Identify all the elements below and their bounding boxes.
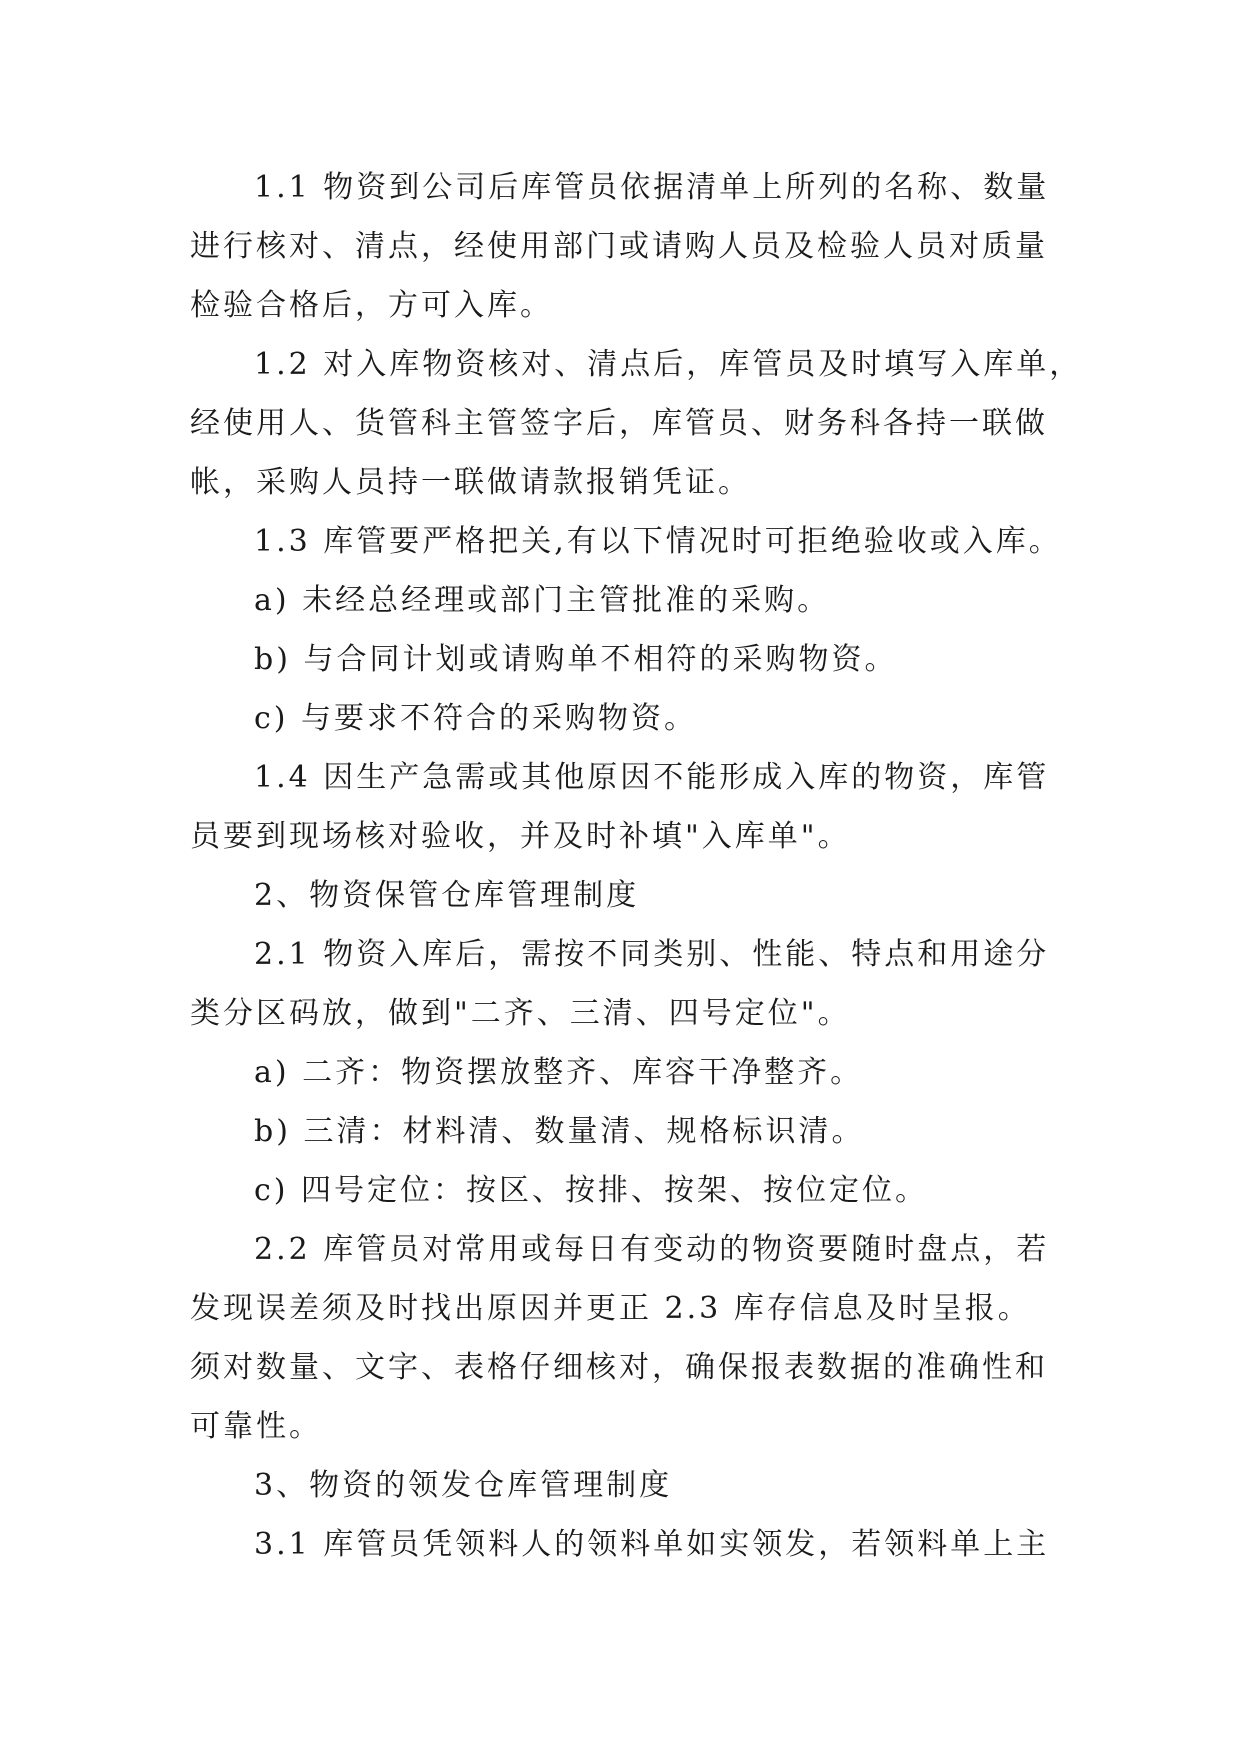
- list-item: a) 未经总经理或部门主管批准的采购。: [254, 583, 831, 618]
- text-line: 进行核对、清点，经使用部门或请购人员及检验人员对质量: [190, 229, 1048, 264]
- text-line: 3.1 库管员凭领料人的领料单如实领发，若领料单上主: [254, 1527, 1050, 1562]
- list-item: c) 与要求不符合的采购物资。: [254, 701, 698, 736]
- text-line: 员要到现场核对验收，并及时补填"入库单"。: [190, 819, 851, 854]
- text-line: 1.4 因生产急需或其他原因不能形成入库的物资，库管: [254, 760, 1050, 795]
- list-item: b) 三清：材料清、数量清、规格标识清。: [254, 1114, 865, 1149]
- text-line: 帐，采购人员持一联做请款报销凭证。: [190, 465, 751, 500]
- list-item: c) 四号定位：按区、按排、按架、按位定位。: [254, 1173, 929, 1208]
- text-line: 1.2 对入库物资核对、清点后，库管员及时填写入库单，: [254, 347, 1083, 382]
- text-line: 经使用人、货管科主管签字后，库管员、财务科各持一联做: [190, 406, 1048, 441]
- text-line: 检验合格后，方可入库。: [190, 288, 553, 323]
- text-line: 发现误差须及时找出原因并更正 2.3 库存信息及时呈报。: [190, 1291, 1031, 1326]
- document-body: [190, 158, 1083, 1574]
- text-line: 须对数量、文字、表格仔细核对，确保报表数据的准确性和: [190, 1350, 1048, 1385]
- section-heading: 3、物资的领发仓库管理制度: [254, 1468, 673, 1503]
- text-line: 可靠性。: [190, 1409, 322, 1444]
- text-line: 2.1 物资入库后，需按不同类别、性能、特点和用途分: [254, 937, 1050, 972]
- text-line: 1.3 库管要严格把关,有以下情况时可拒绝验收或入库。: [254, 524, 1062, 559]
- text-line: 类分区码放，做到"二齐、三清、四号定位"。: [190, 996, 851, 1031]
- list-item: b) 与合同计划或请购单不相符的采购物资。: [254, 642, 898, 677]
- text-line: 1.1 物资到公司后库管员依据清单上所列的名称、数量: [254, 170, 1050, 205]
- text-line: 2.2 库管员对常用或每日有变动的物资要随时盘点，若: [254, 1232, 1050, 1267]
- section-heading: 2、物资保管仓库管理制度: [254, 878, 640, 913]
- list-item: a) 二齐：物资摆放整齐、库容干净整齐。: [254, 1055, 864, 1090]
